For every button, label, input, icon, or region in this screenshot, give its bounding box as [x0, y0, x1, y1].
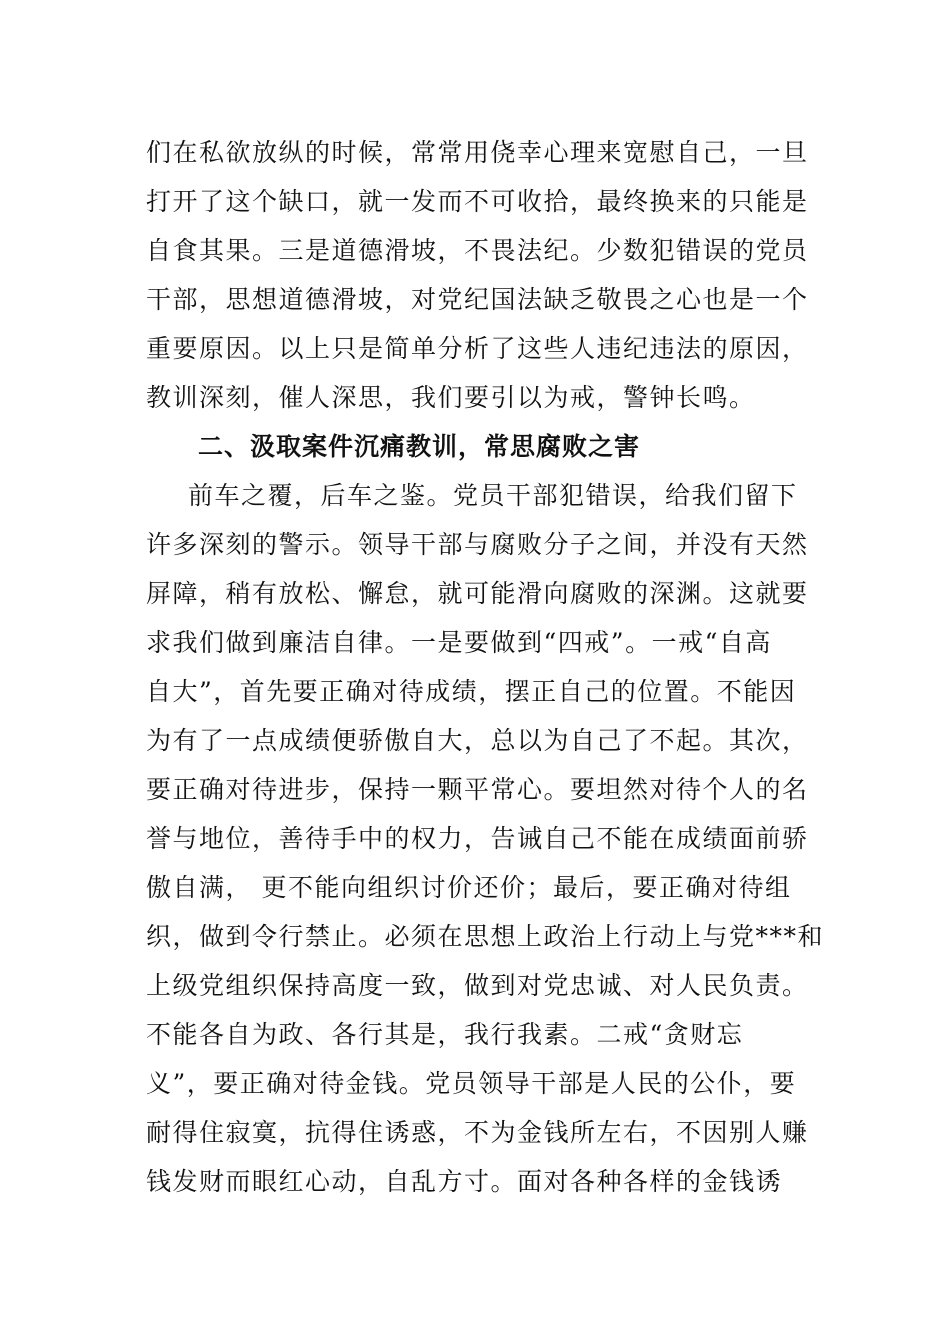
paragraph-line: 上级党组织保持高度一致，做到对党忠诚、对人民负责。 — [146, 971, 809, 1000]
paragraph-line: 屏障，稍有放松、懈怠，就可能滑向腐败的深渊。这就要 — [146, 579, 809, 608]
paragraph-line: 傲自满， 更不能向组织讨价还价；最后，要正确对待组 — [146, 873, 792, 902]
paragraph-line: 们在私欲放纵的时候，常常用侥幸心理来宽慰自己，一旦 — [146, 138, 809, 167]
document-body — [146, 128, 825, 1206]
paragraph-line: 打开了这个缺口，就一发而不可收拾，最终换来的只能是 — [146, 187, 809, 216]
paragraph-line: 钱发财而眼红心动，自乱方寸。面对各种各样的金钱诱 — [146, 1167, 783, 1196]
paragraph-line: 教训深刻，催人深思，我们要引以为戒，警钟长鸣。 — [146, 383, 756, 412]
paragraph-line: 重要原因。以上只是简单分析了这些人违纪违法的原因， — [146, 334, 809, 363]
paragraph-line: 要正确对待进步，保持一颗平常心。要坦然对待个人的名 — [146, 775, 809, 804]
paragraph-line: 耐得住寂寞，抗得住诱惑，不为金钱所左右，不因别人赚 — [146, 1118, 809, 1147]
paragraph-line: 自食其果。三是道德滑坡，不畏法纪。少数犯错误的党员 — [146, 236, 809, 265]
paragraph-line: 不能各自为政、各行其是，我行我素。二戒“贪财忘 — [146, 1020, 744, 1049]
paragraph-line: 誉与地位，善待手中的权力，告诫自己不能在成绩面前骄 — [146, 824, 809, 853]
paragraph-line: 前车之覆，后车之鉴。党员干部犯错误，给我们留下 — [188, 481, 798, 510]
paragraph-line: 织，做到令行禁止。必须在思想上政治上行动上与党***和 — [146, 922, 825, 951]
paragraph-line: 自大”，首先要正确对待成绩，摆正自己的位置。不能因 — [146, 677, 797, 706]
paragraph-line: 许多深刻的警示。领导干部与腐败分子之间，并没有天然 — [146, 530, 809, 559]
paragraph-line: 干部，思想道德滑坡，对党纪国法缺乏敬畏之心也是一个 — [146, 285, 809, 314]
paragraph-line: 为有了一点成绩便骄傲自大，总以为自己了不起。其次， — [146, 726, 809, 755]
section-heading: 二、汲取案件沉痛教训，常思腐败之害 — [198, 432, 641, 461]
paragraph-line: 义”，要正确对待金钱。党员领导干部是人民的公仆，要 — [146, 1069, 797, 1098]
paragraph-line: 求我们做到廉洁自律。一是要做到“四戒”。一戒“自高 — [146, 628, 772, 657]
